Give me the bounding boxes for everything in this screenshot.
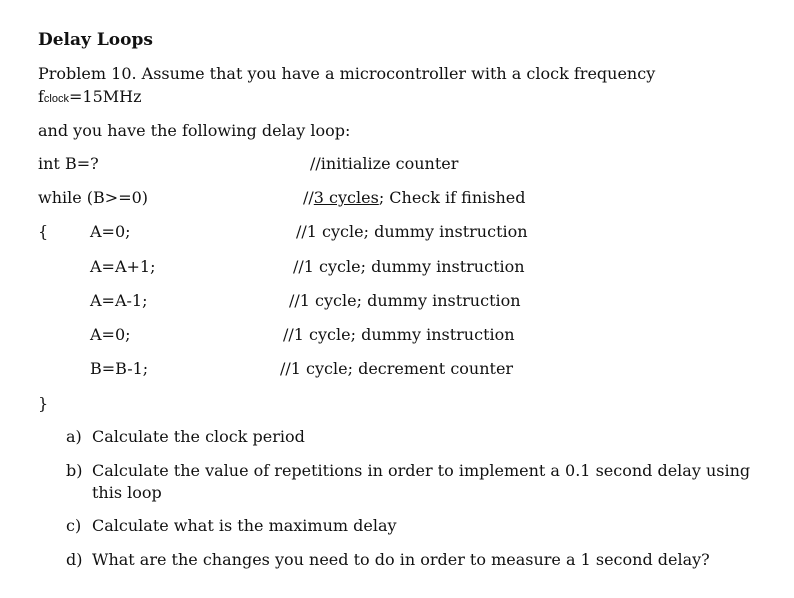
code-comment: //initialize counter <box>310 154 459 173</box>
question-text: this loop <box>92 483 162 502</box>
code-comment: //1 cycle; dummy instruction <box>283 325 515 344</box>
code-statement: A=A+1; <box>90 257 156 276</box>
code-statement: A=0; <box>90 222 131 241</box>
comment-rest: ; Check if finished <box>378 188 526 207</box>
question-text: Calculate the clock period <box>92 427 305 446</box>
question-text: Calculate the value of repetitions in order to implement a 0.1 second delay using <box>92 461 751 480</box>
code-comment: //1 cycle; dummy instruction <box>293 257 525 276</box>
intro-text: and you have the following delay loop: <box>38 121 351 140</box>
question-label: c) <box>66 516 82 535</box>
code-comment: //1 cycle; dummy instruction <box>289 291 521 310</box>
code-statement: A=A-1; <box>90 291 148 310</box>
frequency-subscript: clock <box>43 93 69 105</box>
problem-line-1: Problem 10. Assume that you have a microcontroller with a clock frequency <box>38 64 656 83</box>
close-brace: } <box>38 394 49 413</box>
code-statement: int B=? <box>38 154 99 173</box>
question-label: a) <box>66 427 82 446</box>
code-statement: A=0; <box>90 325 131 344</box>
code-statement: B=B-1; <box>90 359 149 378</box>
question-label: b) <box>66 461 83 480</box>
code-statement: while (B>=0) <box>38 188 149 207</box>
frequency-symbol: f <box>38 87 44 106</box>
frequency-value: =15MHz <box>68 87 142 106</box>
comment-underlined: 3 cycles <box>313 188 379 207</box>
code-comment <box>303 188 526 208</box>
clock-frequency <box>38 87 142 109</box>
question-label: d) <box>66 550 83 569</box>
question-text: Calculate what is the maximum delay <box>92 516 397 535</box>
comment-prefix: // <box>303 188 314 207</box>
open-brace: { <box>38 222 49 241</box>
page-title: Delay Loops <box>38 30 153 50</box>
question-text: What are the changes you need to do in order to measure a 1 second delay? <box>92 550 710 569</box>
code-comment: //1 cycle; decrement counter <box>280 359 514 378</box>
code-comment: //1 cycle; dummy instruction <box>296 222 528 241</box>
